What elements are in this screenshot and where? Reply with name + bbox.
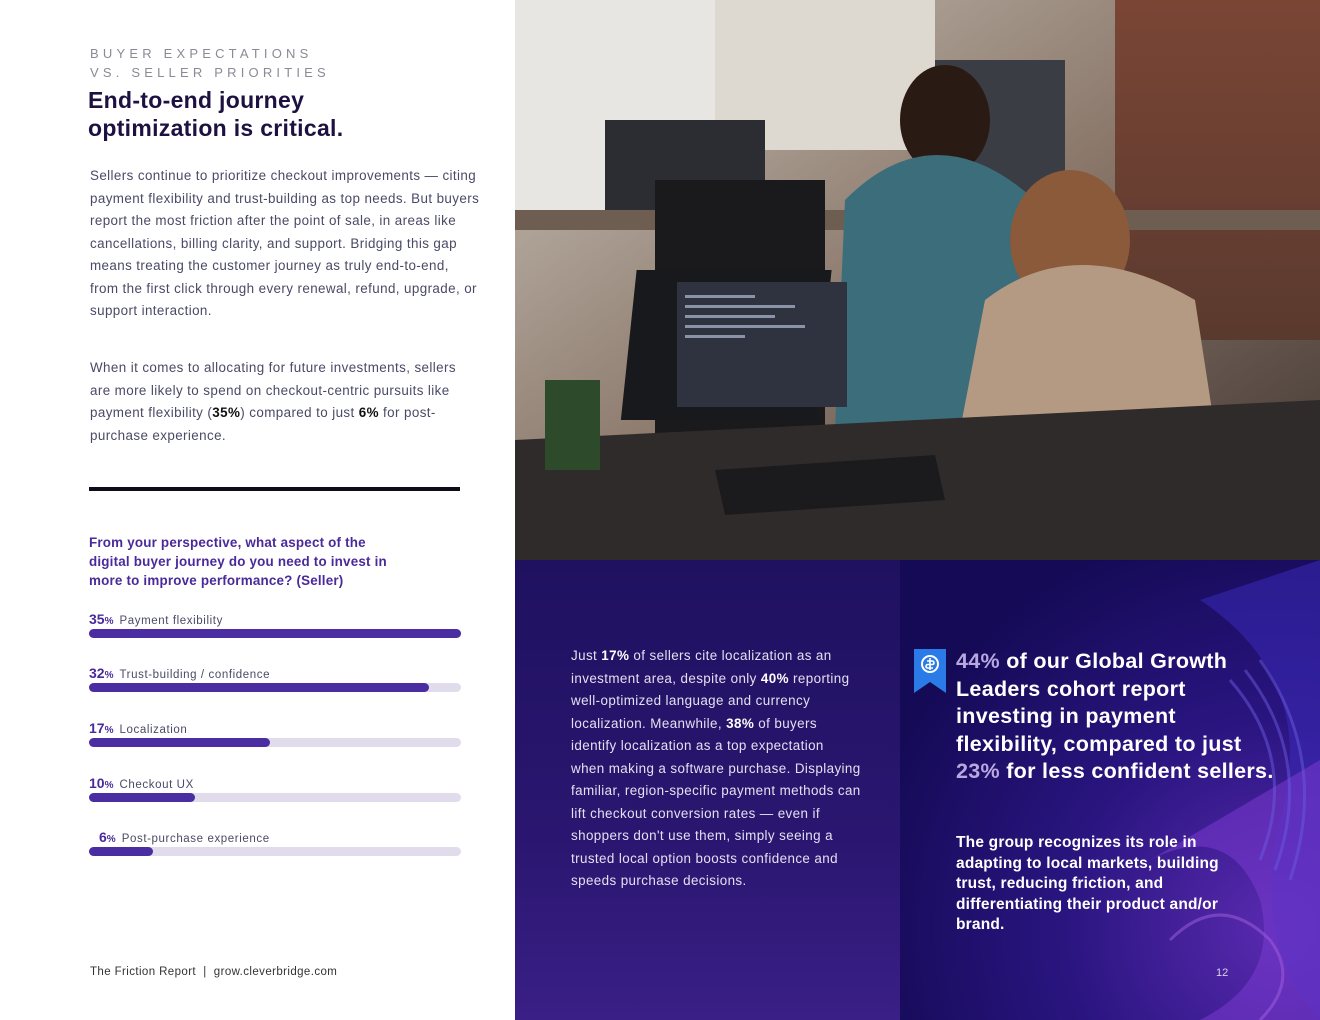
bar-category: Post-purchase experience (121, 833, 270, 845)
bar-unit: % (104, 725, 114, 736)
bar-category: Checkout UX (119, 779, 194, 791)
bar-fill (89, 738, 270, 747)
photo-illustration (515, 0, 1320, 560)
bar-label (89, 611, 461, 629)
p2-stat-1: 35% (212, 405, 241, 420)
highlight-text-1: of our Global Growth Leaders cohort report investing in payment flexibility, compared to just (956, 649, 1242, 756)
bar-row (89, 720, 461, 760)
eyebrow-line-1: BUYER EXPECTATIONS (90, 46, 313, 61)
localization-panel (515, 560, 900, 1020)
bar-fill (89, 629, 461, 638)
bar-row (89, 665, 461, 705)
page-title (88, 86, 488, 142)
bar-track (89, 847, 461, 856)
p2-text-3: for post-purchase experience. (90, 405, 436, 443)
highlight-panel (900, 560, 1320, 1020)
mid-stat-3: 38% (726, 715, 755, 731)
office-photo (515, 0, 1320, 560)
bar-label (89, 665, 461, 683)
bar-value: 6 (99, 829, 107, 845)
page-number: 12 (1216, 967, 1229, 979)
highlight-pct-2: 23% (956, 759, 1000, 783)
bar-value: 17 (89, 720, 105, 736)
bar-fill (89, 847, 153, 856)
title-line-2: optimization is critical. (88, 115, 344, 141)
highlight-pct-1: 44% (956, 649, 1000, 673)
bar-value: 10 (89, 775, 105, 791)
bookmark-badge-icon (914, 649, 946, 693)
bar-value: 32 (89, 665, 105, 681)
title-line-1: End-to-end journey (88, 87, 305, 113)
eyebrow-line-2: VS. SELLER PRIORITIES (90, 65, 330, 80)
investment-paragraph (90, 357, 480, 447)
p2-text-2: ) compared to just (240, 405, 359, 420)
bar-track (89, 793, 461, 802)
bar-row (89, 611, 461, 651)
localization-text (571, 645, 861, 893)
bar-track (89, 738, 461, 747)
bar-unit: % (106, 834, 116, 845)
mid-text-2: of sellers cite localization as an investment area, despite only (571, 648, 832, 686)
p2-stat-2: 6% (358, 405, 379, 420)
section-eyebrow (90, 44, 330, 82)
bar-track (89, 629, 461, 638)
bar-fill (89, 793, 195, 802)
mid-stat-1: 17% (601, 648, 630, 663)
intro-paragraph: Sellers continue to prioritize checkout improvements — citing payment flexibility and trust-building as top needs. But buyers report the most friction after the point of sale, in areas like cancellations, billing clarity, and support. Bridging this gap means treating the customer journey as truly end-to-end, from the first click through every renewal, refund, upgrade, or support interaction. (90, 168, 480, 318)
left-column (0, 0, 515, 1020)
bar-label (89, 775, 461, 793)
bar-unit: % (104, 670, 114, 681)
mid-stat-2: 40% (760, 670, 789, 686)
bar-unit: % (104, 616, 114, 627)
bar-category: Trust-building / confidence (119, 669, 271, 681)
highlight-stat (956, 648, 1276, 786)
bar-label (89, 829, 461, 847)
mid-text-3: reporting well-optimized language and currency localization. Meanwhile, (571, 670, 850, 731)
bar-label (89, 720, 461, 738)
highlight-subtext: The group recognizes its role in adapting to local markets, building trust, reducing friction, and differentiating their product and/or brand. (956, 834, 1219, 933)
highlight-text-2: for less confident sellers. (999, 759, 1274, 783)
bar-category: Localization (119, 724, 188, 736)
chart-question: From your perspective, what aspect of the digital buyer journey do you need to invest in more to improve performance? (Seller) (89, 535, 387, 588)
bar-fill (89, 683, 429, 692)
footer-text: The Friction Report | grow.cleverbridge.com (90, 966, 338, 978)
bar-track (89, 683, 461, 692)
mid-text-1: Just (571, 648, 602, 663)
bar-unit: % (104, 780, 114, 791)
bar-category: Payment flexibility (119, 615, 223, 627)
bar-row (89, 775, 461, 815)
bar-value: 35 (89, 611, 105, 627)
wave-decoration (900, 560, 1320, 1020)
section-divider (89, 487, 460, 491)
p2-text-1: When it comes to allocating for future investments, sellers are more likely to spend on checkout-centric pursuits like payment flexibility ( (90, 360, 456, 420)
mid-text-4: of buyers identify localization as a top expectation when making a software purchase. Displaying familiar, region-specific payment methods can lift checkout conversion rates — even if shoppers don't use them, simply seeing a trusted local option boosts confidence and speeds purchase decisions. (571, 715, 861, 888)
bar-row (89, 829, 461, 869)
